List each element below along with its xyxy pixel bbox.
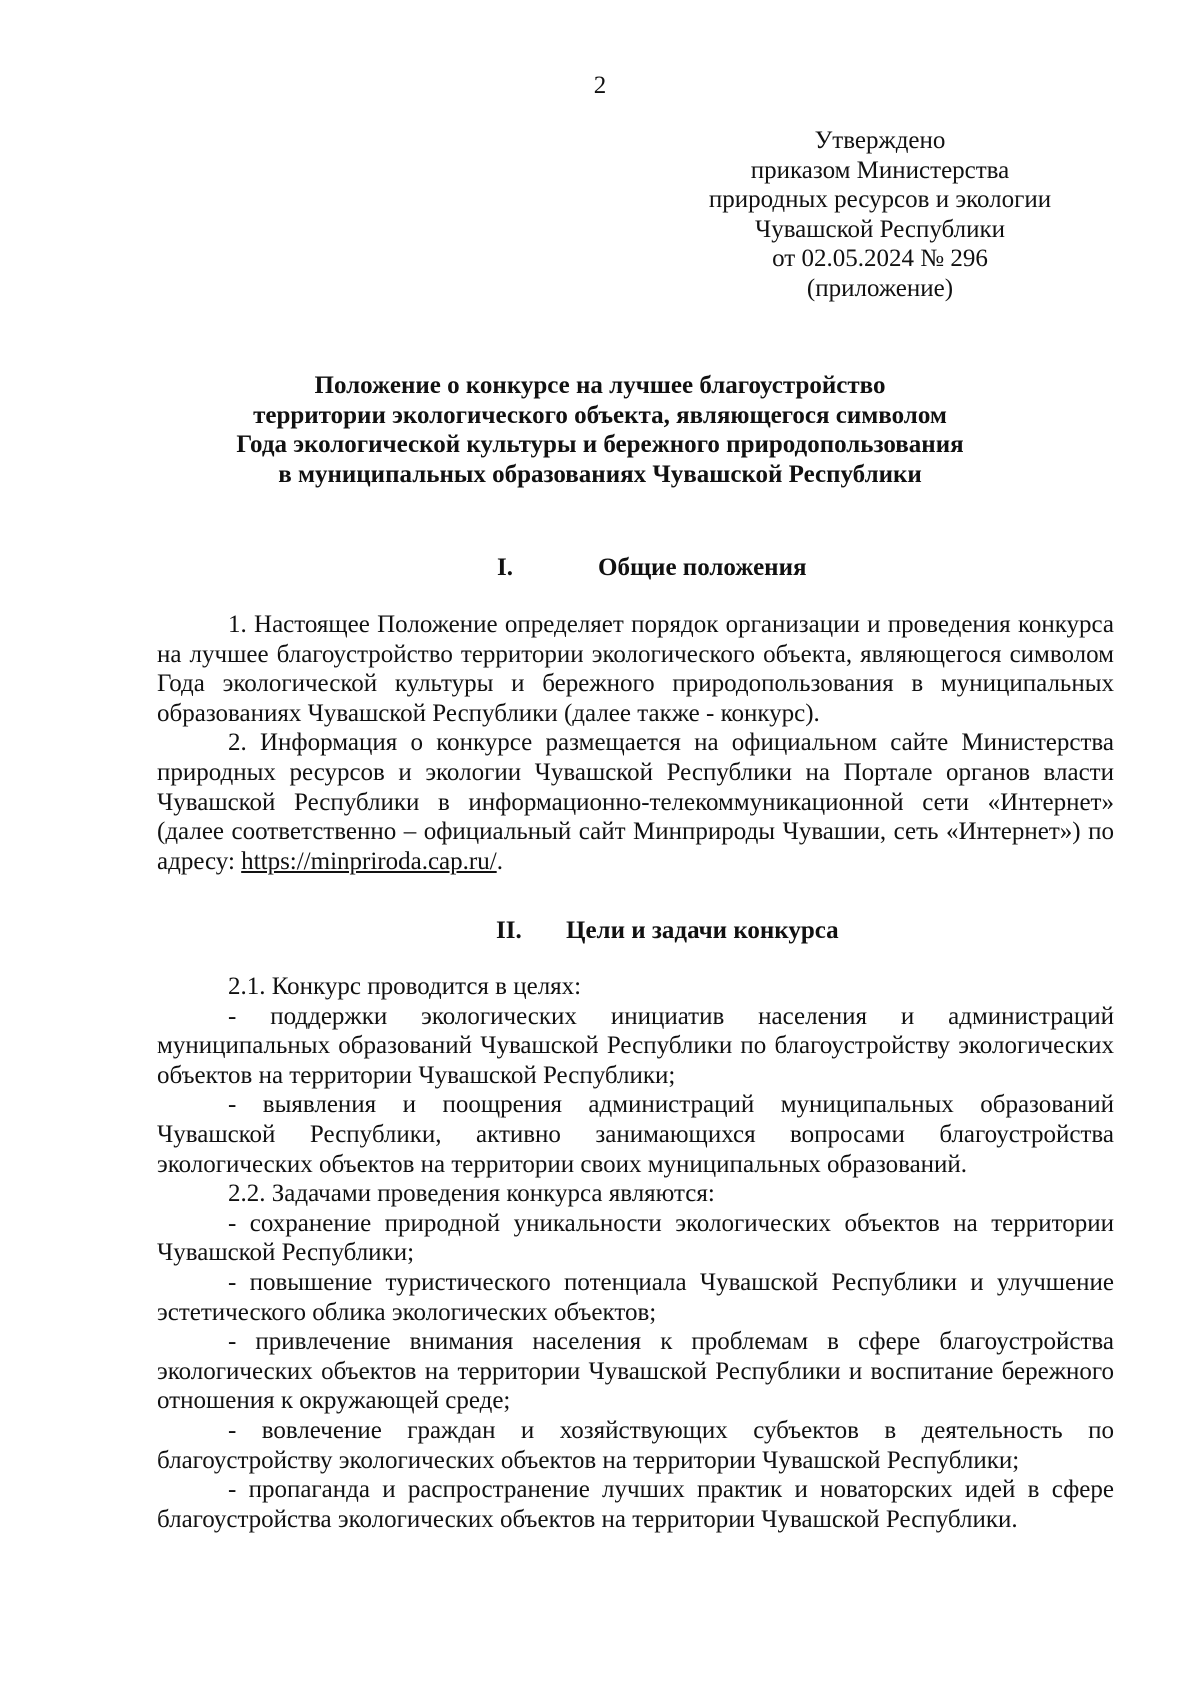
approval-line: природных ресурсов и экологии: [708, 186, 1052, 213]
approval-line: (приложение): [806, 274, 954, 302]
document-title: [150, 371, 1050, 489]
section-number: I.: [497, 554, 513, 581]
paragraph-text: .: [496, 847, 503, 875]
paragraph: 1. Настоящее Положение определяет порядок организации и проведения конкурса на лучшее благоустройство территории экологического объекта, являющегося символом Года экологической культуры и бережного природопользования в муниципальных образованиях Чувашской Республики (далее также - конкурс).: [157, 611, 1114, 727]
list-item: - выявления и поощрения администраций муниципальных образований Чувашской Республики, активно занимающихся вопросами благоустройства экологических объектов на территории своих муниципальных образований.: [157, 1091, 1114, 1178]
ministry-website-link[interactable]: https://minpriroda.cap.ru/: [241, 847, 497, 875]
approval-line: Утверждено: [814, 127, 946, 154]
paragraph: 2.1. Конкурс проводится в целях:: [228, 973, 582, 1000]
list-item: - вовлечение граждан и хозяйствующих субъектов в деятельность по благоустройству экологических объектов на территории Чувашской Республики;: [157, 1416, 1114, 1474]
title-line: Года экологической культуры и бережного природопользования: [236, 431, 964, 458]
paragraph: 2.2. Задачами проведения конкурса являются:: [228, 1180, 715, 1208]
section-title: Цели и задачи конкурса: [566, 917, 839, 944]
list-item: - пропаганда и распространение лучших практик и новаторских идей в сфере благоустройства экологических объектов на территории Чувашской Республики.: [157, 1476, 1114, 1533]
approval-line: от 02.05.2024 № 296: [772, 245, 988, 272]
list-item: - привлечение внимания населения к проблемам в сфере благоустройства экологических объектов на территории Чувашской Республики и воспитание бережного отношения к окружающей среде;: [157, 1328, 1114, 1415]
section-number: II.: [496, 917, 522, 944]
approval-line: Чувашской Республики: [754, 215, 1006, 243]
list-item: - повышение туристического потенциала Чувашской Республики и улучшение эстетического облика экологических объектов;: [157, 1268, 1114, 1326]
section-general-body: [157, 610, 1114, 876]
approval-stamp: [680, 126, 1080, 303]
list-item: - поддержки экологических инициатив населения и администраций муниципальных образований Чувашской Республики по благоустройству экологических объектов на территории Чувашской Республики;: [157, 1002, 1114, 1089]
title-line: в муниципальных образованиях Чувашской Республики: [278, 460, 922, 488]
paragraph: [157, 728, 1114, 876]
page-number: 2: [593, 72, 607, 99]
approval-line: приказом Министерства: [750, 156, 1010, 184]
list-item: - сохранение природной уникальности экологических объектов на территории Чувашской Республики;: [157, 1209, 1114, 1267]
title-line: территории экологического объекта, являющегося символом: [253, 401, 947, 429]
section-title: Общие положения: [598, 554, 807, 581]
section-goals-body: [157, 972, 1114, 1534]
title-line: Положение о конкурсе на лучшее благоустройство: [314, 372, 886, 399]
paragraph-text: 2. Информация о конкурсе размещается на официальном сайте Министерства природных ресурсов и экологии Чувашской Республики на Портале органов власти Чувашской Республики в информационно-телекоммуникационной сети «Интернет» (далее соответственно – официальный сайт Минприроды Чувашии, сеть «Интернет») по адресу:: [157, 729, 1114, 875]
